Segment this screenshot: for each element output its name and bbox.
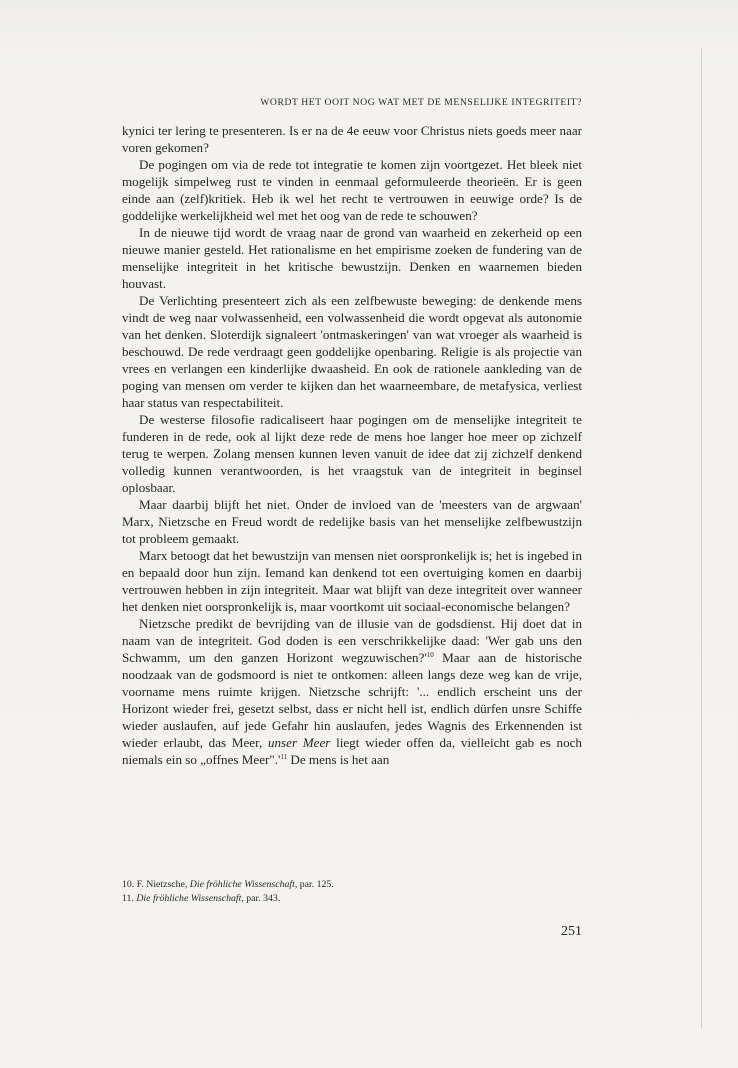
paragraph-text: liegt wieder offen da, vielleicht gab es noch niemals ein so „offnes Meer".' [122,735,582,767]
footnote-suffix: , par. 125. [294,879,334,890]
paragraph: Marx betoogt dat het bewustzijn van mensen niet oorspronkelijk is; het is ingebed in en bepaald door hun zijn. Iemand kan denkend tot een overtuiging komen en daarbij vertrouwen hebben in zijn integriteit. Maar wat blijft van deze integriteit over wanneer het denken niet oorspronkelijk is, maar voortkomt uit sociaal-economische belangen? [122,548,582,614]
footnote-prefix: 11. [122,893,137,904]
emphasis-text: unser Meer [267,735,331,750]
paragraph-text: Maar aan de historische noodzaak van de godsmoord is niet te ontkomen: alleen langs deze weg kan de vrije, voorname mens ruimte krijgen. Nietzsche schrijft: '... endlich erscheint uns der Horizont wieder frei, gesetzt selbst, dass er nicht hell ist, endlich dürfen unsre Schiffe wieder auslaufen, auf jede Gefahr hin auslaufen, jedes Wagnis des Erkennenden ist wieder erlaubt, das Meer, [122,650,582,750]
footnote-title: Die fröhliche Wissenschaft [136,893,242,904]
footnotes [122,878,582,906]
paragraph: Maar daarbij blijft het niet. Onder de invloed van de 'meesters van de argwaan' Marx, Nietzsche en Freud wordt de redelijke basis van het menselijke zelfbewustzijn tot probleem gemaakt. [122,497,582,546]
paragraph: In de nieuwe tijd wordt de vraag naar de grond van waarheid en zekerheid op een nieuwe manier gesteld. Het rationalisme en het empirisme zoeken de fundering van de menselijke integriteit in het kritische bewustzijn. Denken en waarnemen bieden houvast. [122,225,582,291]
footnote-title: Die fröhliche Wissenschaft [189,879,295,890]
footnote-suffix: , par. 343. [241,893,281,904]
paragraph-text: De mens is het aan [287,752,390,767]
page-edge-shadow [701,48,702,1028]
footnote-prefix: 10. F. Nietzsche, [122,879,190,890]
paragraph: De Verlichting presenteert zich als een zelfbewuste beweging: de denkende mens vindt de weg naar volwassenheid, een volwassenheid die wordt opgevat als autonomie van het denken. Sloterdijk signaleert 'ontmaskeringen' van wat vroeger als waarheid is beschouwd. De rede verdraagt geen goddelijke openbaring. Religie is als projectie van vrees en verlangen een kinderlijke dwaasheid. En ook de rationele aankleding van de poging van mensen om verder te kijken dan het waarneembare, de metafysica, verliest haar status van respectabiliteit. [122,293,582,410]
paragraph: De westerse filosofie radicaliseert haar pogingen om de menselijke integriteit te funderen in de rede, ook al lijkt deze rede de mens hoe langer hoe meer op zichzelf terug te werpen. Zolang mensen kunnen leven vanuit de idee dat zij zichzelf denkend volledig kunnen verantwoorden, is het vraagstuk van de integriteit in beginsel oplosbaar. [122,412,582,495]
running-head: WORDT HET OOIT NOG WAT MET DE MENSELIJKE INTEGRITEIT? [260,97,582,108]
paragraph: kynici ter lering te presenteren. Is er na de 4e eeuw voor Christus niets goeds meer naar voren gekomen? [122,123,582,155]
footnote-ref: 11 [280,753,288,761]
body-text [122,122,582,768]
footnote-ref: 10 [426,651,434,659]
paragraph: De pogingen om via de rede tot integratie te komen zijn voortgezet. Het bleek niet mogelijk simpelweg rust te vinden in eenmaal geformuleerde theorieën. Er is geen einde aan (zelf)kritiek. Heb ik wel het recht te vertrouwen in eeuwige orde? Is de goddelijke werkelijkheid wel met het oog van de rede te schouwen? [122,157,582,223]
footnote [122,878,582,892]
paragraph-text: Nietzsche predikt de bevrijding van de illusie van de godsdienst. Hij doet dat in naam van de integriteit. God doden is een verschrikkelijke daad: 'Wer gab uns den Schwamm, um den ganzen Horizont wegzuwischen?' [122,616,582,665]
page-number: 251 [561,924,582,939]
paragraph-nietzsche [122,615,582,768]
footnote [122,892,582,906]
